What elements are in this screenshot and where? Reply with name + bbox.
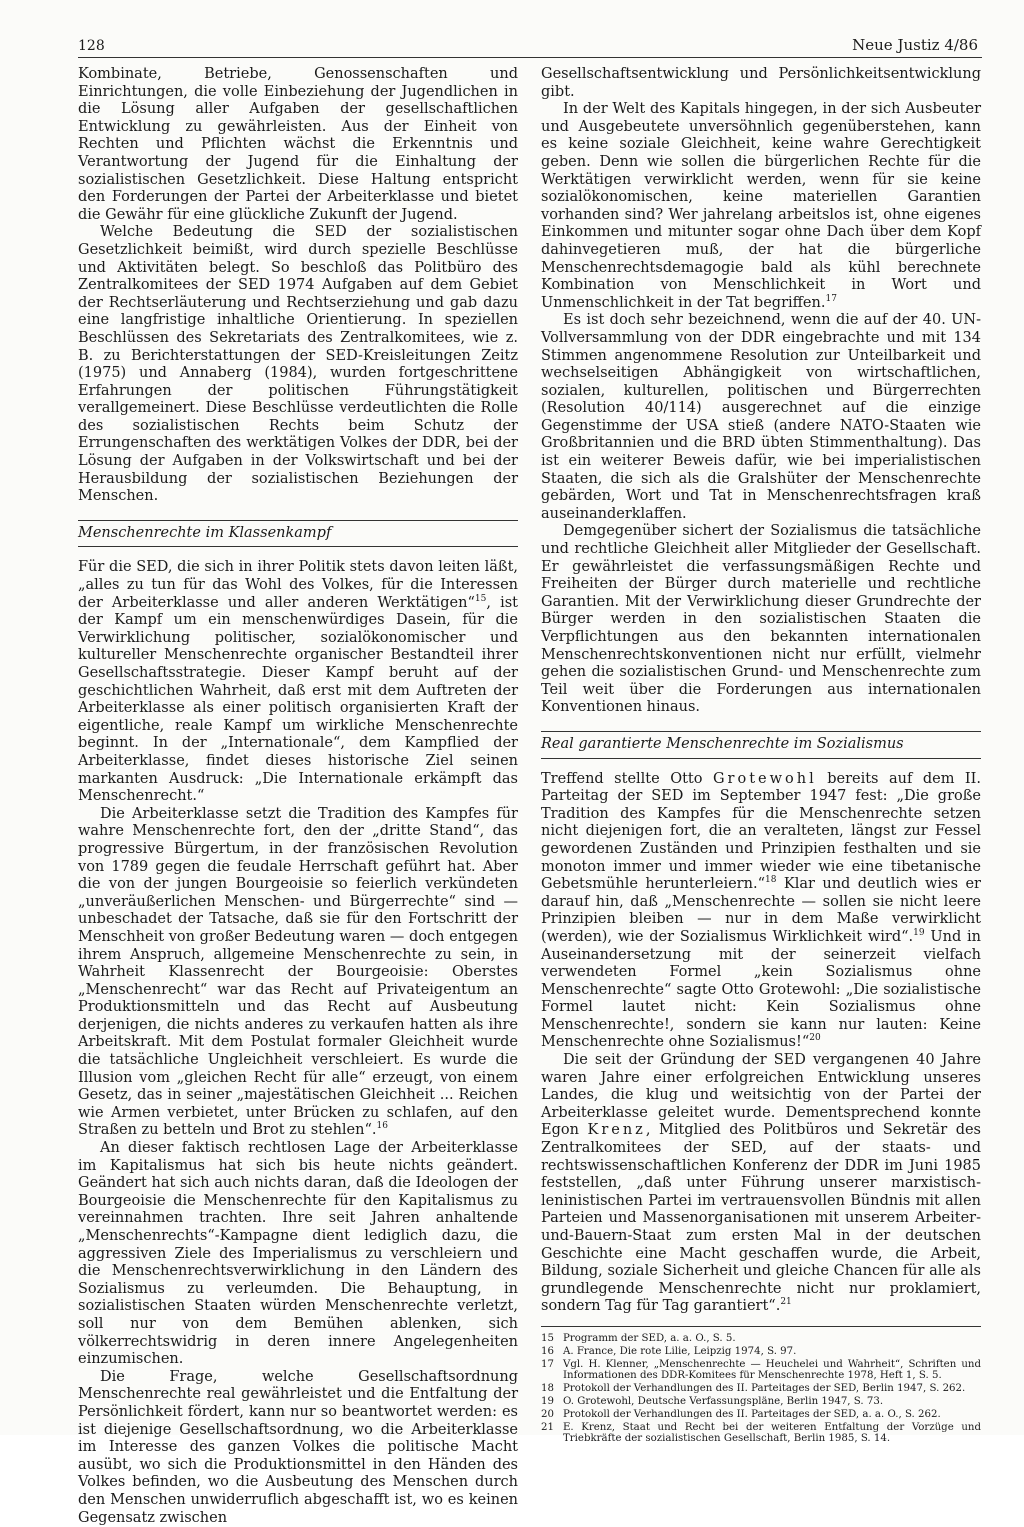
footnote-number: 18 — [541, 1383, 554, 1395]
paragraph: Kombinate, Betriebe, Genossenschaften und Einrichtungen, die volle Einbeziehung der Jugendlichen in die Lösung aller Aufgaben der gesellschaftlichen Entwicklung zu gewährleisten. Aus der Einheit von Rechten und Pflichten wächst die Erkenntnis und Verantwortung der Jugend für die Einhaltung der sozialistischen Gesetzlichkeit. Diese Haltung entspricht den Forderungen der Partei der Arbeiterklasse und bietet die Gewähr für eine glückliche Zukunft der Jugend. — [78, 66, 518, 223]
footnote — [541, 1383, 981, 1395]
footnote-number: 16 — [541, 1345, 554, 1357]
paragraph — [541, 771, 981, 1053]
footnotes — [541, 1326, 981, 1445]
footnote — [541, 1333, 981, 1345]
footnote-text: E. Krenz, Staat und Recht bei der weiteren Entfaltung der Vorzüge und Triebkräfte der sozialistischen Gesellschaft, Berlin 1985, S. 14. — [563, 1421, 981, 1445]
footnote-text: A. France, Die rote Lilie, Leipzig 1974, S. 97. — [563, 1345, 797, 1357]
footnote-ref: 20 — [809, 1033, 821, 1044]
text-run: , ist der Kampf um ein menschenwürdiges Dasein, für die Verwirklichung politischer, sozialökonomischer und kultureller Menschenrechte organischer Bestandteil ihrer Gesellschaftsstrategie. Dieser Kampf beruht auf der geschichtlichen Wahrheit, daß erst mit dem Auftreten der Arbeiterklasse als einer politisch organisierten Kraft der eigentliche, reale Kampf um wirkliche Menschenrechte beginnt. In der „Internationale“, dem Kampflied der Arbeiterklasse, findet dieses historische Ziel seinen markanten Ausdruck: „Die Internationale erkämpft das Menschenrecht.“ — [78, 594, 519, 805]
paragraph: Es ist doch sehr bezeichnend, wenn die auf der 40. UN-Vollversammlung von der DDR eingebrachte und mit 134 Stimmen angenommene Resolution zur Unteilbarkeit und wechselseitigen Abhängigkeit von wirtschaftlichen, sozialen, kulturellen, politischen und Bürgerrechten (Resolution 40/114) ausgerechnet auf die einzige Gegenstimme der USA stieß (andere NATO-Staaten wie Großbritannien und die BRD übten Stimmenthaltung). Das ist ein weiterer Beweis dafür, wie bei imperialistischen Staaten, die sich als die Gralshüter der Menschenrechte gebärden, Wort und Tat in Menschenrechtsfragen kraß auseinanderklaffen. — [541, 312, 981, 522]
footnote-text: O. Grotewohl, Deutsche Verfassungspläne, Berlin 1947, S. 73. — [563, 1395, 884, 1407]
text-run: In der Welt des Kapitals hingegen, in der sich Ausbeuter und Ausgebeutete unversöhnlich gegenüberstehen, kann es keine soziale Gleichheit, keine wahre Gerechtigkeit geben. Denn wie sollen die bürgerlichen Rechte für die Werktätigen verwirklicht werden, wenn für sie keine sozialökonomischen, keine materiellen Garantien vorhanden sind? Wer jahrelang arbeitslos ist, ohne eigenes Einkommen und mitunter sogar ohne Dach über dem Kopf dahinvegetieren muß, der hat die bürgerliche Menschenrechtsdemagogie bald als kühl berechnete Kombination von Menschlichkeit in Wort und Unmenschlichkeit in der Tat begriffen. — [541, 101, 981, 311]
paragraph: An dieser faktisch rechtlosen Lage der Arbeiterklasse im Kapitalismus hat sich bis heute nichts geändert. Geändert hat sich auch nichts daran, daß die Ideologen der Bourgeoisie die Menschenrechte für den Kapitalismus zu vereinnahmen trachten. Ihre seit Jahren anhaltende „Menschenrechts“-Kampagne dient lediglich dazu, die aggressiven Ziele des Imperialismus zu verschleiern und die Menschenrechtsverwirklichung in den Ländern des Sozialismus zu verleumden. Die Behauptung, in sozialistischen Staaten würden Menschenrechte verletzt, soll nur von dem Bemühen ablenken, sich völkerrechtswidrig in deren innere Angelegenheiten einzumischen. — [78, 1140, 518, 1368]
section-heading: Menschenrechte im Klassenkampf — [78, 520, 518, 548]
footnote — [541, 1359, 981, 1383]
footnote-text: Protokoll der Verhandlungen des II. Parteitages der SED, a. a. O., S. 262. — [563, 1408, 941, 1420]
footnote-text: Programm der SED, a. a. O., S. 5. — [563, 1332, 736, 1344]
footnote-ref: 15 — [474, 593, 487, 604]
footnote-ref: 19 — [913, 928, 925, 939]
paragraph — [78, 559, 518, 805]
footnote — [541, 1346, 981, 1358]
footnote-number: 19 — [541, 1395, 554, 1407]
text-run: Die Arbeiterklasse setzt die Tradition des Kampfes für wahre Menschenrechte fort, den der „dritte Stand“, das progressive Bürgertum, in der französischen Revolution von 1789 gegen die feudale Herrschaft geführt hat. Aber die von der jungen Bourgeoisie so feierlich verkündeten „unveräußerlichen Menschen- und Bürgerrechte“ sind — unbeschadet der Tatsache, daß sie für den Fortschritt der Menschheit von großer Bedeutung waren — doch entgegen ihrem Anspruch, allgemeine Menschenrechte zu sein, in Wahrheit Klassenrecht der Bourgeoisie: Oberstes „Menschenrecht“ war das Recht auf Privateigentum an Produktionsmitteln und das Recht auf Ausbeutung derjenigen, die nichts anderes zu verkaufen hatten als ihre Arbeitskraft. Mit dem Postulat formaler Gleichheit wurde die tatsächliche Ungleichheit verschleiert. Es wurde die Illusion vom „gleichen Recht für alle“ erzeugt, von einem Gesetz, das in seiner „majestätischen Gleichheit ... Reichen wie Armen verbietet, unter Brücken zu schlafen, auf den Straßen zu betteln und Brot zu stehlen“. — [78, 805, 518, 1139]
text-run: Und in Auseinandersetzung mit der seinerzeit vielfach verwendeten Formel „kein Sozialismus ohne Menschenrechte“ sagte Otto Grotewohl: „Die sozialistische Formel lautet nicht: Kein Sozialismus ohne Menschenrechte!, sondern sie kann nur lauten: Keine Menschenrechte ohne Sozialismus!“ — [541, 928, 981, 1051]
spaced-name: Grotewohl — [712, 770, 817, 787]
footnote-text: Protokoll der Verhandlungen des II. Parteitages der SED, Berlin 1947, S. 262. — [563, 1383, 966, 1395]
paragraph: Gesellschaftsentwicklung und Persönlichkeitsentwicklung gibt. — [541, 66, 981, 100]
text-run: Die seit der Gründung der SED vergangenen 40 Jahre waren Jahre einer erfolgreichen Entwicklung unseres Landes, die klug und weitsichtig von der Partei der Arbeiterklasse geleitet wurde. Dementsprechend konnte Egon — [541, 1052, 981, 1139]
footnote-ref: 18 — [764, 875, 777, 886]
paragraph: Die Frage, welche Gesellschaftsordnung Menschenrechte real gewährleistet und die Entfaltung der Persönlichkeit fördert, kann nur so beantwortet werden: es ist diejenige Gesellschaftsordnung, wo die Arbeiterklasse im Interesse des ganzen Volkes die politische Macht ausübt, wo sich die Produktionsmittel in den Händen des Volkes befinden, wo die Ausbeutung des Menschen durch den Menschen unwiderruflich abgeschafft ist, wo es keinen Gegensatz zwischen — [78, 1368, 518, 1526]
paragraph — [541, 1052, 981, 1316]
paragraph: Demgegenüber sichert der Sozialismus die tatsächliche und rechtliche Gleichheit aller Mitglieder der Gesellschaft. Er gewährleistet die verfassungsmäßigen Rechte und Freiheiten der Bürger durch materielle und rechtliche Garantien. Mit der Verwirklichung dieser Grundrechte der Bürger werden in den sozialistischen Staaten die Verpflichtungen aus den bekannten internationalen Menschenrechtskonventionen nicht nur erfüllt, vielmehr gehen die sozialistischen Grund- und Menschenrechte zum Teil weit über die Forderungen aus internationalen Konventionen hinaus. — [541, 523, 981, 716]
section-heading: Real garantierte Menschenrechte im Sozialismus — [541, 731, 981, 759]
text-run: bereits auf dem II. Parteitag der SED im September 1947 fest: „Die große Tradition des Kampfes für die Menschenrechte setzen nicht diejenigen fort, die an veralteten, längst zur Fessel gewordenen Zuständen und Prinzipien festhalten und sie monoton immer und immer wieder wie eine tibetanische Gebetsmühle herunterleiern.“ — [541, 770, 981, 893]
paragraph: Welche Bedeutung die SED der sozialistischen Gesetzlichkeit beimißt, wird durch spezielle Beschlüsse und Aktivitäten belegt. So beschloß das Politbüro des Zentralkomitees der SED 1974 Aufgaben auf dem Gebiet der Rechtserläuterung und Rechtserziehung und gab dazu eine langfristige inhaltliche Orientierung. In speziellen Beschlüssen des Sekretariats des Zentralkomitees, wie z. B. zu Berichterstattungen der SED-Kreisleitungen Zeitz (1975) und Annaberg (1984), wurden fortgeschrittene Erfahrungen der politischen Führungstätigkeit verallgemeinert. Diese Beschlüsse verdeutlichten die Rolle des sozialistischen Rechts beim Schutz der Errungenschaften des werktätigen Volkes der DDR, bei der Lösung der Aufgaben in der Volkswirtschaft und bei der Herausbildung der sozialistischen Beziehungen der Menschen. — [78, 224, 518, 505]
text-run: Für die SED, die sich in ihrer Politik stets davon leiten läßt, „alles zu tun für das Wohl des Volkes, für die Interessen der Arbeiterklasse und aller anderen Werktätigen“ — [78, 559, 518, 611]
left-column — [78, 66, 518, 1527]
footnote — [541, 1409, 981, 1421]
page-number: 128 — [78, 38, 105, 54]
footnote-number: 21 — [541, 1421, 554, 1433]
footnote — [541, 1422, 981, 1446]
footnote-number: 20 — [541, 1408, 554, 1420]
footnote-ref: 17 — [825, 293, 837, 304]
text-run: Treffend stellte Otto — [541, 770, 713, 787]
footnote — [541, 1396, 981, 1408]
footnote-ref: 16 — [376, 1121, 388, 1132]
footnote-ref: 21 — [780, 1297, 792, 1308]
text-run: , Mitglied des Politbüros und Sekretär des Zentralkomitees der SED, auf der staats- und rechtswissenschaftlichen Konferenz der DDR im Juni 1985 feststellen, „daß unter Führung unserer marxistisch-leninistischen Partei im vertrauensvollen Bündnis mit allen Parteien und Massenorganisationen mit unserem Arbeiter-und-Bauern-Staat zum ersten Mal in der deutschen Geschichte eine Macht geschaffen wurde, die Arbeit, Bildung, soziale Sicherheit und gleiche Chancen für alle als grundlegende Menschenrechte nicht nur proklamiert, sondern Tag für Tag garantiert“. — [541, 1122, 981, 1315]
footnote-text: Vgl. H. Klenner, „Menschenrechte — Heuchelei und Wahrheit“, Schriften und Informationen des DDR-Komitees für Menschenrechte 1978, Heft 1, S. 5. — [563, 1358, 981, 1382]
right-column — [541, 66, 981, 1446]
text-run: Klar und deutlich wies er darauf hin, daß „Menschenrechte — sollen sie nicht leere Prinzipien bleiben — nur in dem Maße verwirklicht (werden), wie der Sozialismus Wirklichkeit wird“. — [541, 876, 981, 945]
paragraph — [541, 101, 981, 312]
footnote-number: 15 — [541, 1332, 554, 1344]
footnote-number: 17 — [541, 1358, 554, 1370]
journal-title: Neue Justiz 4/86 — [852, 36, 978, 54]
spaced-name: Krenz — [587, 1122, 646, 1139]
paragraph — [78, 806, 518, 1140]
header-rule — [78, 57, 982, 58]
